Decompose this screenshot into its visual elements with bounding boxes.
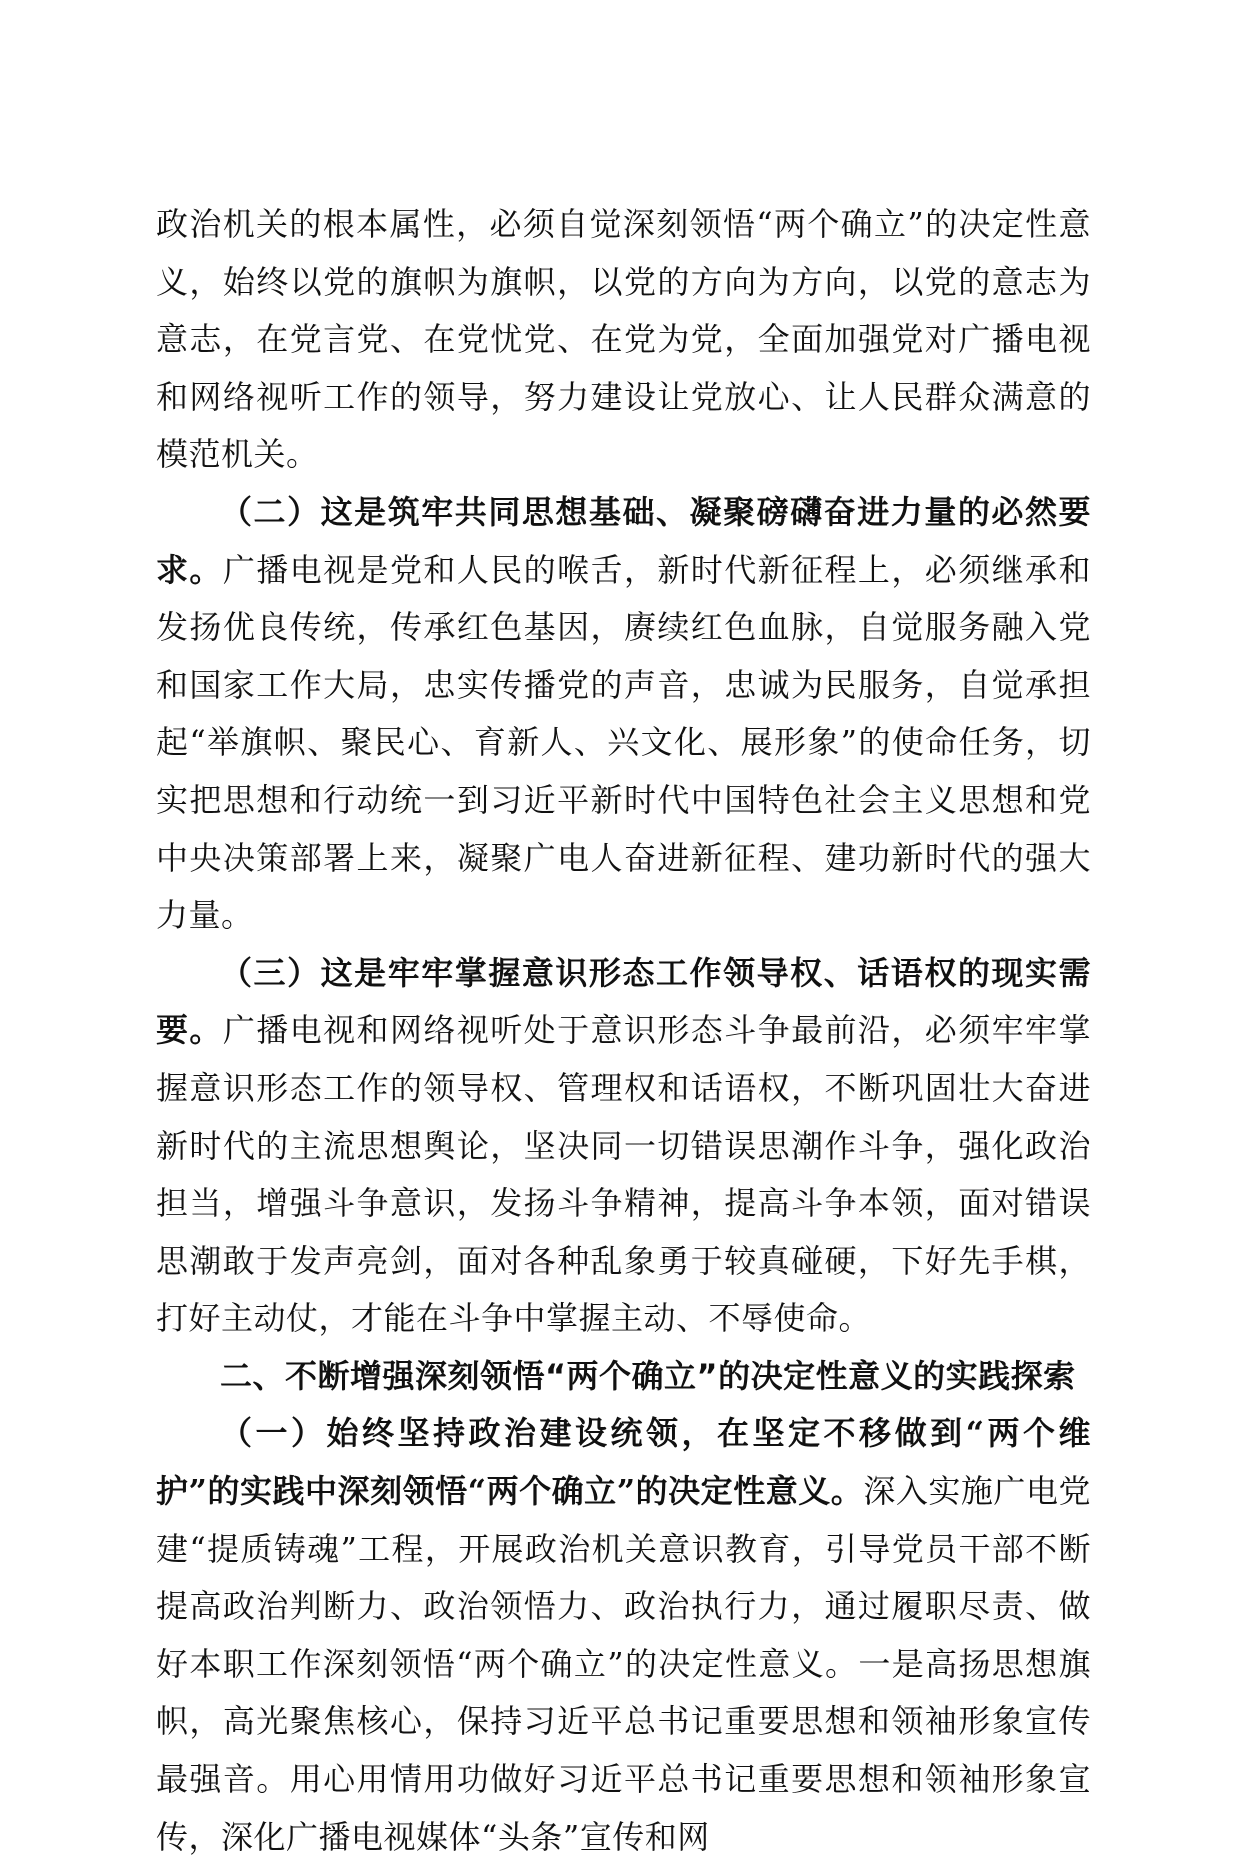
paragraph-1: 政治机关的根本属性，必须自觉深刻领悟“两个确立”的决定性意义，始终以党的旗帜为旗帜，以党的方向为方向，以党的意志为意志，在党言党、在党忧党、在党为党，全面加强党对广播电视和网络视听工作的领导，努力建设让党放心、让人民群众满意的模范机关。	[156, 205, 1091, 474]
document-body	[156, 196, 1091, 1866]
paragraph-3-body: 广播电视和网络视听处于意识形态斗争最前沿，必须牢牢掌握意识形态工作的领导权、管理权和话语权，不断巩固壮大奋进新时代的主流思想舆论，坚决同一切错误思潮作斗争，强化政治担当，增强斗争意识，发扬斗争精神，提高斗争本领，面对错误思潮敢于发声亮剑，面对各种乱象勇于较真碰硬，下好先手棋，打好主动仗，才能在斗争中掌握主动、不辱使命。	[156, 1011, 1091, 1338]
paragraph-4-lead: （一）始终坚持政治建设统领，在坚定不移做到“两个维护”的实践中深刻领悟“两个确立”的决定性意义。	[156, 1414, 1091, 1511]
paragraph-2-body: 广播电视是党和人民的喉舌，新时代新征程上，必须继承和发扬优良传统，传承红色基因，赓续红色血脉，自觉服务融入党和国家工作大局，忠实传播党的声音，忠诚为民服务，自觉承担起“举旗帜、聚民心、育新人、兴文化、展形象”的使命任务，切实把思想和行动统一到习近平新时代中国特色社会主义思想和党中央决策部署上来，凝聚广电人奋进新征程、建功新时代的强大力量。	[156, 550, 1091, 935]
paragraph-4	[156, 1405, 1091, 1866]
paragraph-3	[156, 945, 1091, 1348]
paragraph-3-lead: （三）这是牢牢掌握意识形态工作领导权、话语权的现实需要。	[156, 953, 1091, 1050]
paragraph-2	[156, 484, 1091, 945]
section-heading-2: 二、不断增强深刻领悟“两个确立”的决定性意义的实践探索	[220, 1356, 1076, 1395]
paragraph-4-body: 深入实施广电党建“提质铸魂”工程，开展政治机关意识教育，引导党员干部不断提高政治判断力、政治领悟力、政治执行力，通过履职尽责、做好本职工作深刻领悟“两个确立”的决定性意义。一是高扬思想旗帜，高光聚焦核心，保持习近平总书记重要思想和领袖形象宣传最强音。用心用情用功做好习近平总书记重要思想和领袖形象宣传，深化广播电视媒体“头条”宣传和网	[156, 1472, 1091, 1856]
paragraph-2-lead: （二）这是筑牢共同思想基础、凝聚磅礴奋进力量的必然要求。	[156, 492, 1091, 589]
